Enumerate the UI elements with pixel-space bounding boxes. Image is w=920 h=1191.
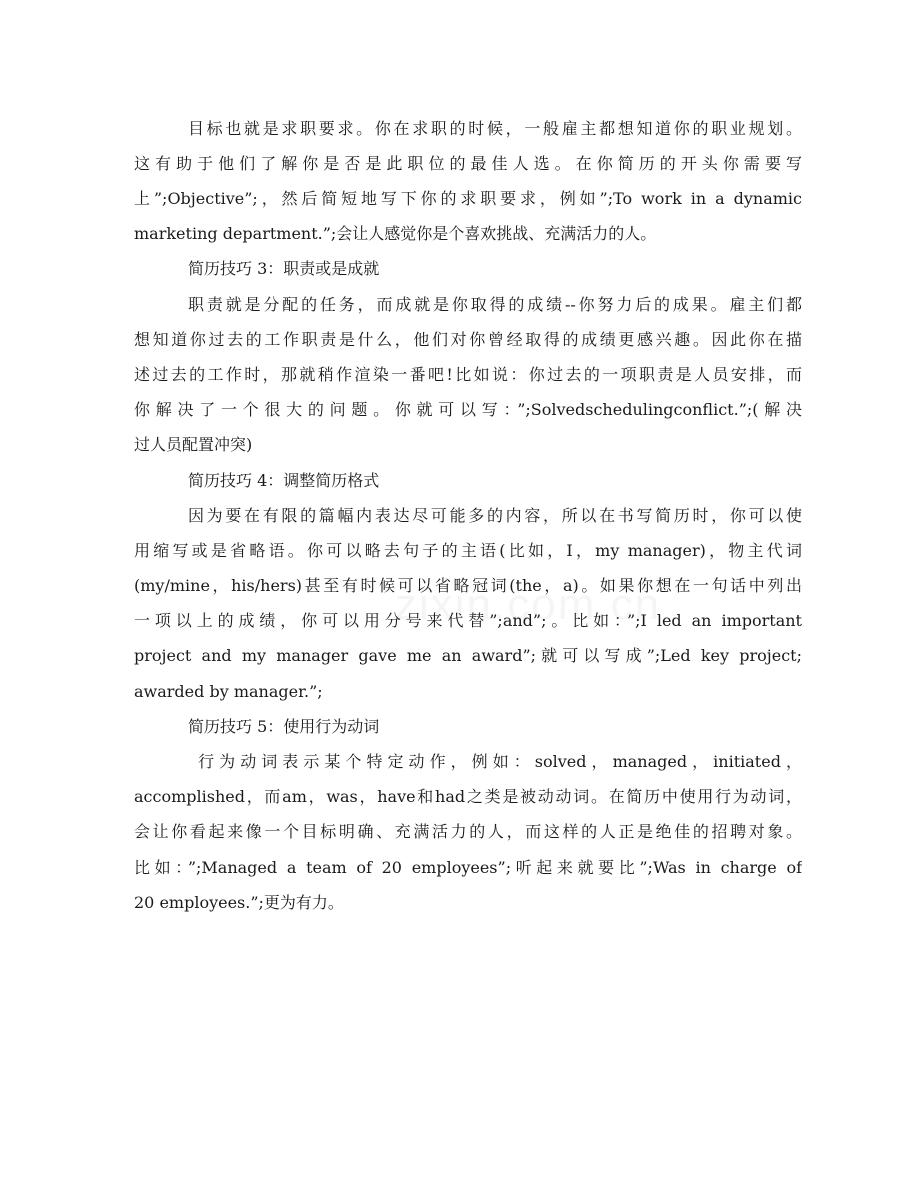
- paragraph-line: 用缩写或是省略语。你可以略去句子的主语(比如，I，my manager)，物主代词: [134, 541, 802, 560]
- paragraph-line: 会让你看起来像一个目标明确、充满活力的人，而这样的人正是绝佳的招聘对象。: [134, 822, 802, 841]
- paragraph-line: 这有助于他们了解你是否是此职位的最佳人选。在你简历的开头你需要写: [134, 154, 802, 173]
- paragraph-line: awarded by manager.”;: [134, 682, 323, 701]
- paragraph-line: 20 employees.”;更为有力。: [134, 893, 344, 912]
- paragraph-line: 目标也就是求职要求。你在求职的时候，一般雇主都想知道你的职业规划。: [188, 119, 802, 138]
- section-heading: 简历技巧 4：调整简历格式: [188, 471, 380, 490]
- paragraph-line: accomplished，而am，was，have和had之类是被动动词。在简历中使用行为动词，: [134, 787, 802, 806]
- paragraph-line: 想知道你过去的工作职责是什么，他们对你曾经取得的成绩更感兴趣。因此你在描: [134, 330, 802, 349]
- paragraph-line: 行为动词表示某个特定动作，例如：solved，managed，initiated，: [188, 752, 802, 771]
- paragraph-line: 过人员配置冲突): [134, 435, 253, 454]
- paragraph-line: (my/mine，his/hers)甚至有时候可以省略冠词(the，a)。如果你想在一句话中列出: [134, 576, 802, 595]
- paragraph-line: 上”;Objective”;，然后简短地写下你的求职要求，例如”;To work in a dynamic: [134, 189, 802, 208]
- paragraph-line: 职责就是分配的任务，而成就是你取得的成绩--你努力后的成果。雇主们都: [188, 295, 802, 314]
- paragraph-line: 一项以上的成绩，你可以用分号来代替”;and”;。比如：”;I led an important: [134, 611, 802, 630]
- paragraph-line: 因为要在有限的篇幅内表达尽可能多的内容，所以在书写简历时，你可以使: [188, 506, 802, 525]
- paragraph-line: 比如：”;Managed a team of 20 employees”;听起来就要比”;Was in charge of: [134, 858, 802, 877]
- paragraph-line: marketing department.”;会让人感觉你是个喜欢挑战、充满活力的人。: [134, 224, 657, 243]
- paragraph-line: 述过去的工作时，那就稍作渲染一番吧!比如说：你过去的一项职责是人员安排，而: [134, 365, 802, 384]
- section-heading: 简历技巧 3：职责或是成就: [188, 259, 380, 278]
- section-heading: 简历技巧 5：使用行为动词: [188, 717, 380, 736]
- paragraph-line: 你解决了一个很大的问题。你就可以写：”;Solvedschedulingconflict.”;(解决: [134, 400, 802, 419]
- paragraph-line: project and my manager gave me an award”;就可以写成”;Led key project;: [134, 646, 802, 665]
